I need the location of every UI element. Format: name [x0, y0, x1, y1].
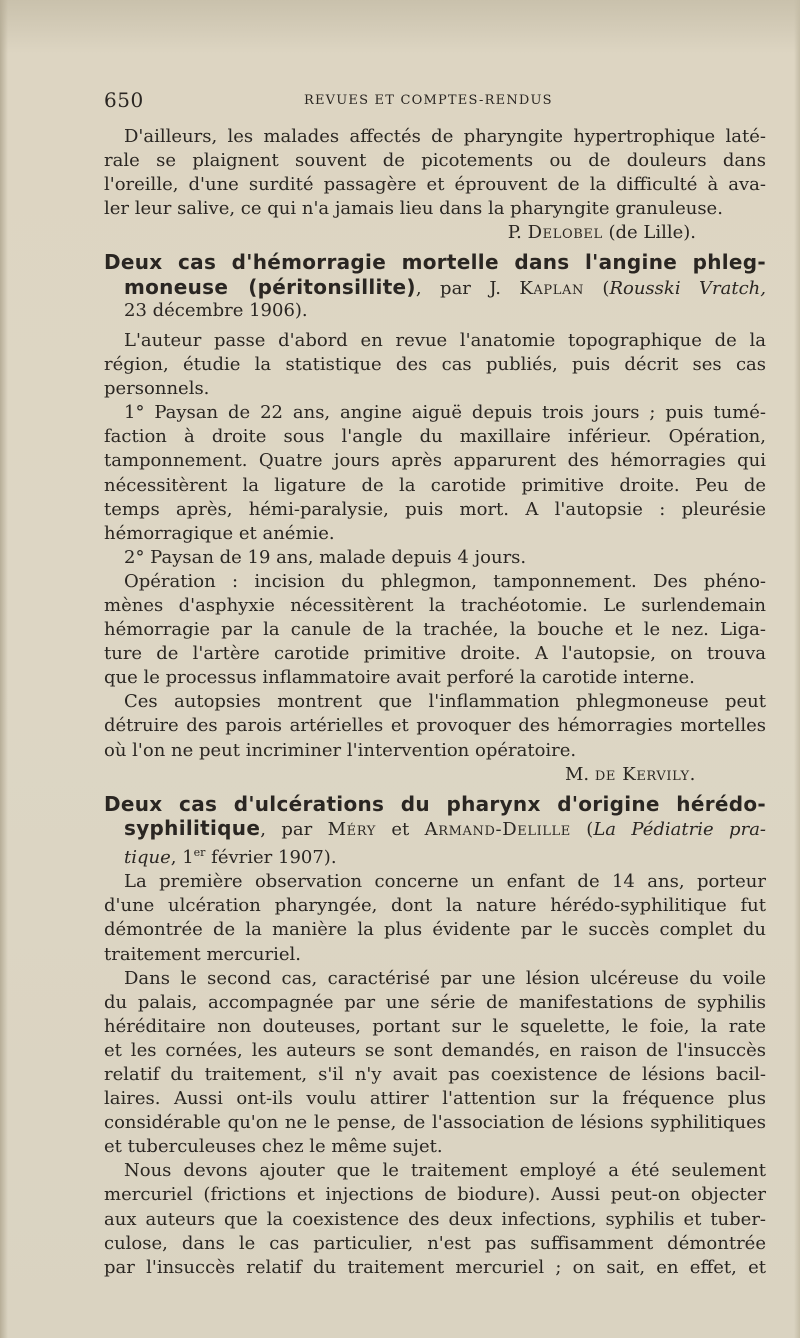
- text-line: rale se plaignent souvent de picotements ou de douleurs dans: [104, 150, 766, 172]
- text-line: hémorragie par la canule de la trachée, la bouche et le nez. Liga-: [104, 619, 766, 641]
- text-line: d'une ulcération pharyngée, dont la nature hérédo-syphilitique fut: [104, 895, 766, 917]
- text-line: considérable qu'on ne le pense, de l'association de lésions syphilitiques: [104, 1112, 766, 1134]
- article-hemorragie: [104, 250, 766, 786]
- signature: [104, 763, 766, 787]
- article-title-cont: moneuse (péritonsillite): [124, 274, 416, 299]
- author-name: Armand-Delille: [424, 819, 571, 841]
- article-date: , 1: [170, 846, 194, 868]
- text-line: ler leur salive, ce qui n'a jamais lieu dans la pharyngite granuleuse.: [104, 198, 723, 220]
- text-line: que le processus inflammatoire avait perforé la carotide interne.: [104, 667, 695, 689]
- article-title-cont: syphilitique: [124, 816, 261, 841]
- section-previous-review: [104, 125, 766, 245]
- text-line: Opération : incision du phlegmon, tamponnement. Des phéno-: [124, 570, 766, 592]
- page-number: 650: [104, 88, 144, 112]
- text-line: 2° Paysan de 19 ans, malade depuis 4 jours.: [124, 546, 527, 568]
- text-line: et les cornées, les auteurs se sont demandés, en raison de l'insuccès: [104, 1039, 766, 1061]
- signature: [104, 221, 766, 245]
- journal-paren: (: [570, 819, 594, 841]
- text-line: où l'on ne peut incriminer l'intervention opératoire.: [104, 739, 577, 761]
- article-title: Deux cas d'ulcérations du pharynx d'origine hérédo-: [104, 791, 766, 816]
- article-title-line: [104, 250, 766, 275]
- journal-name-cont: tique: [124, 846, 171, 868]
- text-line: Dans le second cas, caractérisé par une lésion ulcéreuse du voile: [124, 967, 766, 989]
- author-name: Méry: [327, 819, 376, 841]
- page-header: [104, 88, 760, 112]
- text-line: L'auteur passe d'abord en revue l'anatomie topographique de la: [124, 329, 766, 351]
- page-edge-shadow-left: [0, 0, 8, 1338]
- signature-initial: M.: [564, 763, 595, 785]
- signature-name: Kervily.: [622, 763, 696, 785]
- article-ulcerations: [104, 792, 766, 1280]
- article-title-line: [104, 816, 766, 841]
- text-line: temps après, hémi-paralysie, puis mort. A l'autopsie : pleurésie: [104, 498, 766, 520]
- article-date-line: [104, 841, 766, 866]
- byline-par: , par: [260, 819, 328, 841]
- text-line: démontrée de la manière la plus évidente par le succès complet du: [104, 919, 766, 941]
- body-text: [104, 125, 766, 1280]
- signature-place: (de Lille).: [602, 222, 696, 244]
- text-line: du palais, accompagnée par une série de manifestations de syphilis: [104, 991, 766, 1013]
- journal-name: La Pédiatrie pra-: [593, 819, 767, 841]
- text-line: tamponnement. Quatre jours après apparurent des hémorragies qui: [104, 450, 766, 472]
- article-date: 23 décembre 1906).: [124, 300, 308, 322]
- author-name: Kaplan: [519, 277, 584, 299]
- text-line: personnels.: [104, 378, 210, 400]
- running-head: REVUES ET COMPTES-RENDUS: [304, 93, 553, 108]
- date-superscript: er: [193, 845, 206, 859]
- text-line: ture de l'artère carotide primitive droite. A l'autopsie, on trouva: [104, 643, 766, 665]
- text-line: La première observation concerne un enfant de 14 ans, porteur: [124, 871, 766, 893]
- signature-initial: P.: [507, 222, 528, 244]
- text-line: et tuberculeuses chez le même sujet.: [104, 1136, 443, 1158]
- text-line: 1° Paysan de 22 ans, angine aiguë depuis trois jours ; puis tumé-: [124, 402, 766, 424]
- text-line: faction à droite sous l'angle du maxillaire inférieur. Opération,: [104, 426, 766, 448]
- article-title: Deux cas d'hémorragie mortelle dans l'angine phleg-: [104, 250, 766, 275]
- signature-name: Delobel: [527, 222, 603, 244]
- text-line: héréditaire non douteuses, portant sur le squelette, le foie, la rate: [104, 1015, 766, 1037]
- text-line: Nous devons ajouter que le traitement employé a été seulement: [124, 1160, 766, 1182]
- journal-paren: (: [583, 277, 610, 299]
- article-title-line: [104, 792, 766, 817]
- text-line: relatif du traitement, s'il n'y avait pas coexistence de lésions bacil-: [104, 1064, 766, 1085]
- text-line: hémorragique et anémie.: [104, 522, 335, 544]
- text-line: Ces autopsies montrent que l'inflammation phlegmoneuse peut: [124, 691, 766, 713]
- text-line: nécessitèrent la ligature de la carotide primitive droite. Peu de: [104, 474, 766, 496]
- text-line: par l'insuccès relatif du traitement mercuriel ; on sait, en effet, et: [104, 1256, 766, 1278]
- byline-par: , par J.: [415, 277, 520, 299]
- text-line: D'ailleurs, les malades affectés de pharyngite hypertrophique laté-: [124, 126, 766, 147]
- text-line: région, étudie la statistique des cas publiés, puis décrit ses cas: [104, 354, 766, 376]
- text-line: aux auteurs que la coexistence des deux infections, syphilis et tuber-: [104, 1208, 766, 1230]
- page-edge-shadow-right: [794, 0, 800, 1338]
- byline-et: et: [375, 819, 425, 841]
- article-date-rest: février 1907).: [205, 846, 337, 868]
- text-line: traitement mercuriel.: [104, 943, 301, 965]
- text-line: culose, dans le cas particulier, n'est pas suffisamment démontrée: [104, 1232, 766, 1254]
- text-line: l'oreille, d'une surdité passagère et éprouvent de la difficulté à ava-: [104, 174, 766, 196]
- text-line: laires. Aussi ont-ils voulu attirer l'attention sur la fréquence plus: [104, 1088, 766, 1110]
- article-title-line: [104, 275, 766, 300]
- journal-name: Rousski Vratch,: [609, 277, 766, 299]
- text-line: mènes d'asphyxie nécessitèrent la trachéotomie. Le surlendemain: [104, 595, 766, 616]
- text-line: détruire des parois artérielles et provoquer des hémorragies mortelles: [104, 715, 766, 737]
- signature-particle: de: [594, 763, 623, 785]
- text-line: mercuriel (frictions et injections de biodure). Aussi peut-on objecter: [104, 1184, 766, 1206]
